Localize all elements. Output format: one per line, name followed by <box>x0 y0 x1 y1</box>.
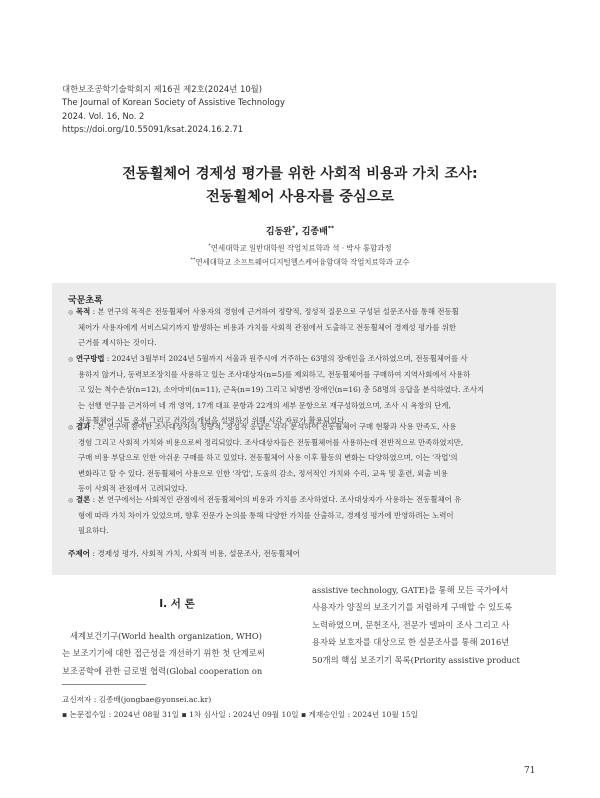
keywords-label: 주제어 <box>68 549 91 558</box>
abstract-conclusion <box>68 492 542 539</box>
journal-name-korean: 대한보조공학기술학회지 제16권 제2호(2024년 10월) <box>62 84 263 94</box>
affiliation-1-mark: * <box>208 243 211 249</box>
abstract-method-text: : 2024년 3월부터 2024년 5월까지 서울과 원주시에 거주하는 63명의 장애인을 조사하였으며, 전동휠체어를 사 <box>104 354 468 363</box>
body-left-column <box>62 628 292 680</box>
abstract-method-line: 고 있는 척수손상(n=12), 소아마비(n=11), 근육(n=19) 그리고 뇌병변 장애인(n=16) 총 58명의 응답을 분석하였다. 조사지 <box>78 385 485 395</box>
author-1-name: 김동완 <box>265 227 292 237</box>
abstract-method-line: 전동휠체어 시트 옵션 그리고 건강의 개념을 설명하기 위해 시각 자료가 활용되었다. <box>78 415 347 425</box>
abstract-result-line: 등이 사회적 관점에서 고려되었다. <box>78 483 188 493</box>
author-separator: , <box>295 227 302 237</box>
body-text-line: 용자와 보호자를 대상으로 한 설문조사를 통해 2016년 <box>312 637 510 648</box>
abstract-method-line: 는 선행 연구를 근거하여 네 개 영역, 17개 대표 문항과 22개의 세부 문항으로 재구성하였으며, 조사 시 욕창의 단계, <box>78 400 451 410</box>
abstract-bullet-icon: ◎ <box>68 497 74 504</box>
abstract-conclusion-line: 형에 따라 가치 차이가 있었으며, 향후 전문가 논의를 통해 다양한 가치를 산출하고, 경제성 평가에 반영하려는 노력이 <box>78 511 454 521</box>
submission-dates: ▪ 논문접수일 : 2024년 08월 31일 ▪ 1차 심사일 : 2024년 09월 10일 ▪ 게재승인일 : 2024년 10월 15일 <box>62 710 419 719</box>
author-1-mark: * <box>292 225 296 232</box>
body-right-column <box>312 582 542 669</box>
author-list <box>0 224 600 237</box>
abstract-purpose-label: 목적 <box>76 307 91 316</box>
abstract-result <box>68 419 542 496</box>
title-line-2: 전동휠체어 사용자를 중심으로 <box>205 189 395 205</box>
journal-name-english: The Journal of Korean Society of Assistive Technology <box>62 97 285 108</box>
abstract-purpose <box>68 304 542 351</box>
abstract-method-line <box>68 351 542 367</box>
body-text-line: assistive technology, GATE)을 통해 모든 국가에서 <box>312 585 509 595</box>
body-text-line: 사용자가 양질의 보조기기를 저렴하게 구매할 수 있도록 <box>312 602 513 613</box>
abstract-conclusion-text: : 본 연구에서는 사회적인 관점에서 전동휠체어의 비용과 가치를 조사하였다. 조사대상자가 사용하는 전동휠체어 유 <box>90 495 462 504</box>
abstract-result-line: 변화라고 할 수 있다. 전동휠체어 사용으로 인한 '작업', 도움의 감소, 정서적인 가치와 수리, 교육 및 훈련, 외출 비용 <box>78 468 448 478</box>
abstract-purpose-text: : 본 연구의 목적은 전동휠체어 사용자의 경험에 근거하여 정량적, 정성적 질문으로 구성된 설문조사를 통해 전동휠 <box>90 307 459 316</box>
body-text-line: 노력하였으며, 문헌조사, 전문가 델파이 조사 그리고 사 <box>312 619 510 630</box>
section-heading-introduction: Ⅰ. 서 론 <box>159 598 195 610</box>
body-text-line: 보조공학에 관한 글로벌 협력(Global cooperation on <box>62 665 263 676</box>
abstract-bullet-icon: ◎ <box>68 424 74 431</box>
footnote-divider <box>62 684 146 685</box>
abstract-result-line: 경험 그리고 사회적 가치와 비용으로써 정리되었다. 조사대상자들은 전동휠체어를 사용하는데 전반적으로 만족하였지만, <box>78 438 464 448</box>
paper-title <box>0 163 600 209</box>
footnote <box>62 692 418 722</box>
page-number: 71 <box>524 766 536 776</box>
abstract-heading: 국문초록 <box>68 296 103 306</box>
abstract-result-text: : 본 연구에 참여한 조사대상자의 정량적, 정성적 응답은 각각 분석하여 전동휠체어 구매 현황과 사용 만족도, 사용 <box>90 422 457 431</box>
affiliations <box>0 240 600 269</box>
affiliation-2-text: 연세대학교 소프트웨어디지털헬스케어융합대학 작업치료학과 교수 <box>195 257 410 267</box>
abstract-result-label: 결과 <box>76 422 91 431</box>
abstract-conclusion-label: 결론 <box>76 495 91 504</box>
body-text-line: 는 보조기기에 대한 접근성을 개선하기 위한 첫 단계로써 <box>62 648 265 659</box>
abstract-method <box>68 351 542 428</box>
abstract-method-line: 용하지 않거나, 동력보조장치를 사용하고 있는 조사대상자(n=5)를 제외하고, 전동휠체어를 구매하여 지역사회에서 사용하 <box>78 370 471 380</box>
abstract-conclusion-line <box>68 492 542 508</box>
affiliation-2-mark: ** <box>190 257 196 264</box>
abstract-result-line <box>68 419 542 435</box>
journal-header <box>62 83 285 136</box>
abstract-conclusion-line: 필요하다. <box>78 526 109 536</box>
affiliation-2 <box>0 254 600 268</box>
abstract-result-line: 구매 비용 부담으로 인한 아쉬운 구매를 하고 있었다. 전동휠체어 사용 이후 활동의 변화는 다양하였으며, 이는 '작업'의 <box>78 453 458 463</box>
abstract-purpose-line: 근거를 제시하는 것이다. <box>78 338 157 348</box>
abstract-purpose-line <box>68 304 542 320</box>
title-line-1: 전동휠체어 경제성 평가를 위한 사회적 비용과 가치 조사: <box>122 166 478 182</box>
author-2-mark: ** <box>327 225 335 232</box>
affiliation-1-text: 연세대학교 일반대학원 작업치료학과 석 · 박사 통합과정 <box>210 243 392 253</box>
affiliation-1 <box>0 240 600 254</box>
body-text-line: 50개의 핵심 보조기기 목록(Priority assistive product <box>312 654 520 665</box>
keywords-text: : 경제성 평가, 사회적 가치, 사회적 비용, 설문조사, 전동휠체어 <box>90 549 301 558</box>
correspondence-author: 교신저자 : 김종배(jongbae@yonsei.ac.kr) <box>62 695 212 704</box>
abstract-method-label: 연구방법 <box>76 354 105 363</box>
abstract-bullet-icon: ◎ <box>68 356 74 363</box>
journal-doi: https://doi.org/10.55091/ksat.2024.16.2.71 <box>62 123 244 134</box>
author-2-name: 김종배 <box>301 227 328 237</box>
abstract-purpose-line: 체어가 사용자에게 서비스되기까지 발생하는 비용과 가치를 사회적 관점에서 도출하고 전동휠체어 경제성 평가를 위한 <box>78 323 457 333</box>
abstract-keywords <box>68 548 300 559</box>
body-text-line: 세계보건기구(World health organization, WHO) <box>70 631 262 641</box>
journal-volume: 2024. Vol. 16, No. 2 <box>62 110 145 121</box>
abstract-bullet-icon: ◎ <box>68 309 74 316</box>
